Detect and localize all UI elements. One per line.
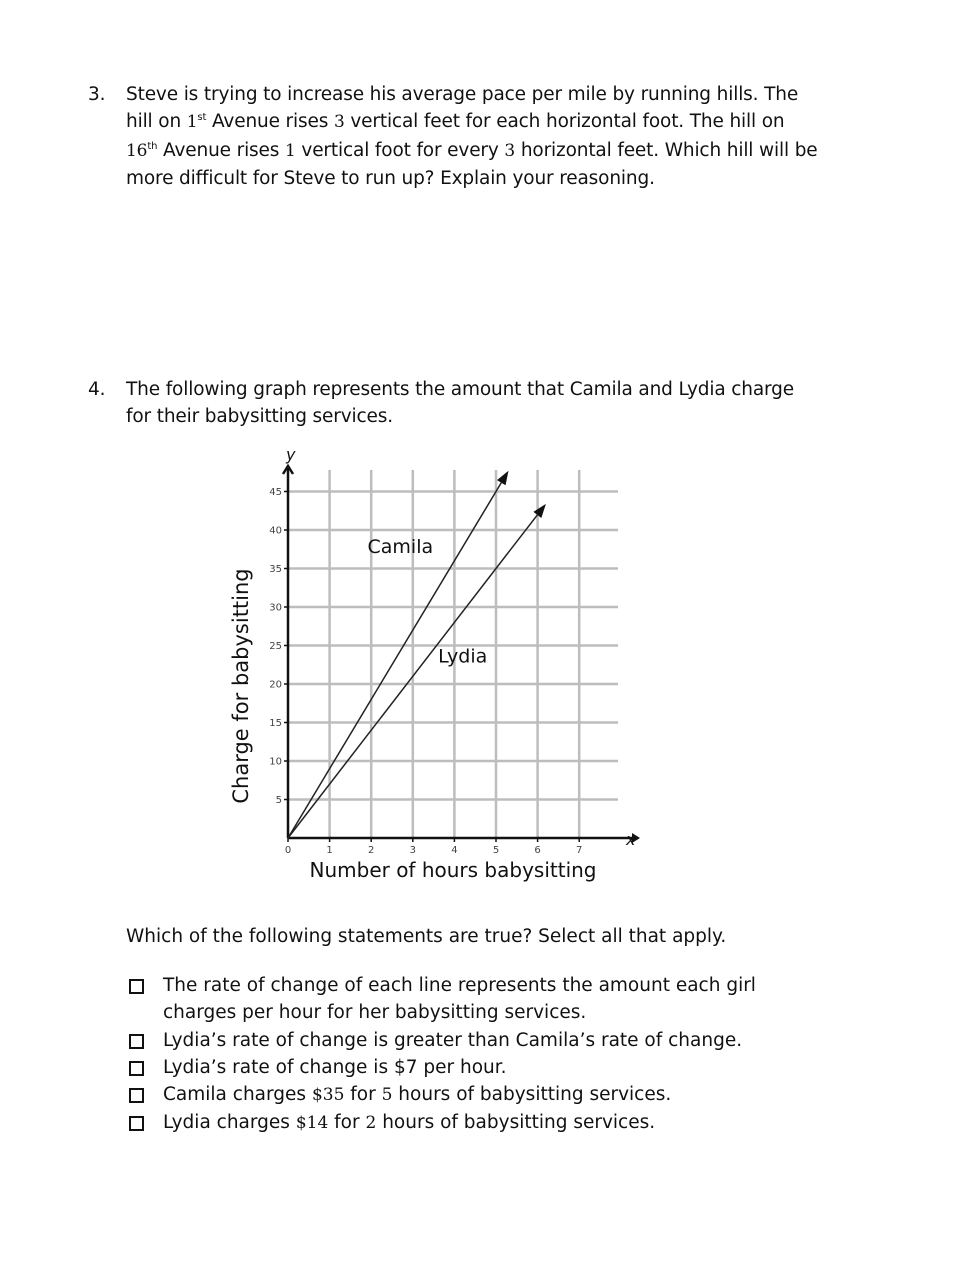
series-label-camila: Camila — [367, 536, 434, 559]
arrowhead-camila — [497, 471, 508, 486]
y-axis-label: Charge for babysitting — [229, 568, 253, 804]
x-tick-label: 0 — [284, 845, 292, 856]
question-number: 3. — [88, 84, 106, 105]
option-2[interactable] — [126, 1027, 826, 1054]
question-3 — [88, 81, 878, 192]
checkbox[interactable] — [129, 979, 144, 994]
checkbox[interactable] — [129, 1061, 144, 1076]
text-line: Steve is trying to increase his average pace per mile by running hills. The — [126, 84, 799, 105]
text-line: for their babysitting services. — [126, 406, 393, 428]
arrowhead-lydia — [533, 504, 546, 518]
y-tick-label: 35 — [269, 564, 282, 575]
y-tick-label: 15 — [269, 718, 282, 729]
x-tick-label: 7 — [576, 845, 583, 856]
option-5[interactable] — [126, 1109, 826, 1137]
option-text: Lydia’s rate of change is $7 per hour. — [163, 1056, 507, 1078]
x-tick-label: 3 — [409, 845, 416, 856]
answer-options — [126, 972, 826, 1138]
y-tick-label: 25 — [269, 641, 282, 652]
option-text: The rate of change of each line represents the amount each girl — [163, 975, 756, 996]
y-axis-variable: y — [286, 445, 296, 464]
x-tick-label: 6 — [534, 845, 541, 856]
series-label-lydia: Lydia — [438, 645, 488, 668]
option-text: Lydia charges $14 for 2 hours of babysitting services. — [163, 1112, 656, 1134]
y-tick-label: 20 — [269, 679, 282, 691]
option-text: Lydia’s rate of change is greater than Camila’s rate of change. — [163, 1029, 743, 1051]
x-tick-label: 4 — [451, 845, 458, 856]
option-3[interactable] — [126, 1054, 826, 1081]
option-text: charges per hour for her babysitting services. — [163, 1002, 587, 1024]
babysitting-graph — [220, 440, 650, 890]
option-text: Camila charges $35 for 5 hours of babysitting services. — [163, 1084, 672, 1106]
select-prompt: Which of the following statements are true? Select all that apply. — [126, 926, 727, 947]
option-1[interactable] — [126, 972, 826, 1027]
question-text — [126, 81, 878, 192]
text-line: The following graph represents the amount that Camila and Lydia charge — [126, 379, 795, 400]
checkbox[interactable] — [129, 1116, 144, 1131]
checkbox[interactable] — [129, 1034, 144, 1049]
series-lines — [288, 471, 546, 838]
question-text — [126, 376, 878, 431]
y-tick-label: 10 — [269, 756, 282, 768]
text-line: more difficult for Steve to run up? Explain your reasoning. — [126, 167, 655, 189]
option-4[interactable] — [126, 1081, 826, 1109]
y-tick-label: 30 — [269, 602, 282, 614]
y-tick-label: 40 — [269, 525, 282, 537]
text-line: 16th Avenue rises 1 vertical foot for every 3 horizontal feet. Which hill will be — [126, 139, 818, 161]
x-axis-variable: x — [626, 830, 636, 849]
x-tick-label: 1 — [326, 845, 333, 856]
x-tick-label: 5 — [492, 845, 500, 856]
x-tick-label: 2 — [368, 845, 375, 856]
text-line: hill on 1st Avenue rises 3 vertical feet for each horizontal foot. The hill on — [126, 111, 785, 133]
y-tick-label: 45 — [269, 487, 282, 498]
x-axis-label: Number of hours babysitting — [309, 858, 597, 882]
question-number: 4. — [88, 379, 106, 400]
y-tick-label: 5 — [275, 795, 282, 806]
checkbox[interactable] — [129, 1088, 144, 1103]
question-4 — [88, 376, 878, 431]
